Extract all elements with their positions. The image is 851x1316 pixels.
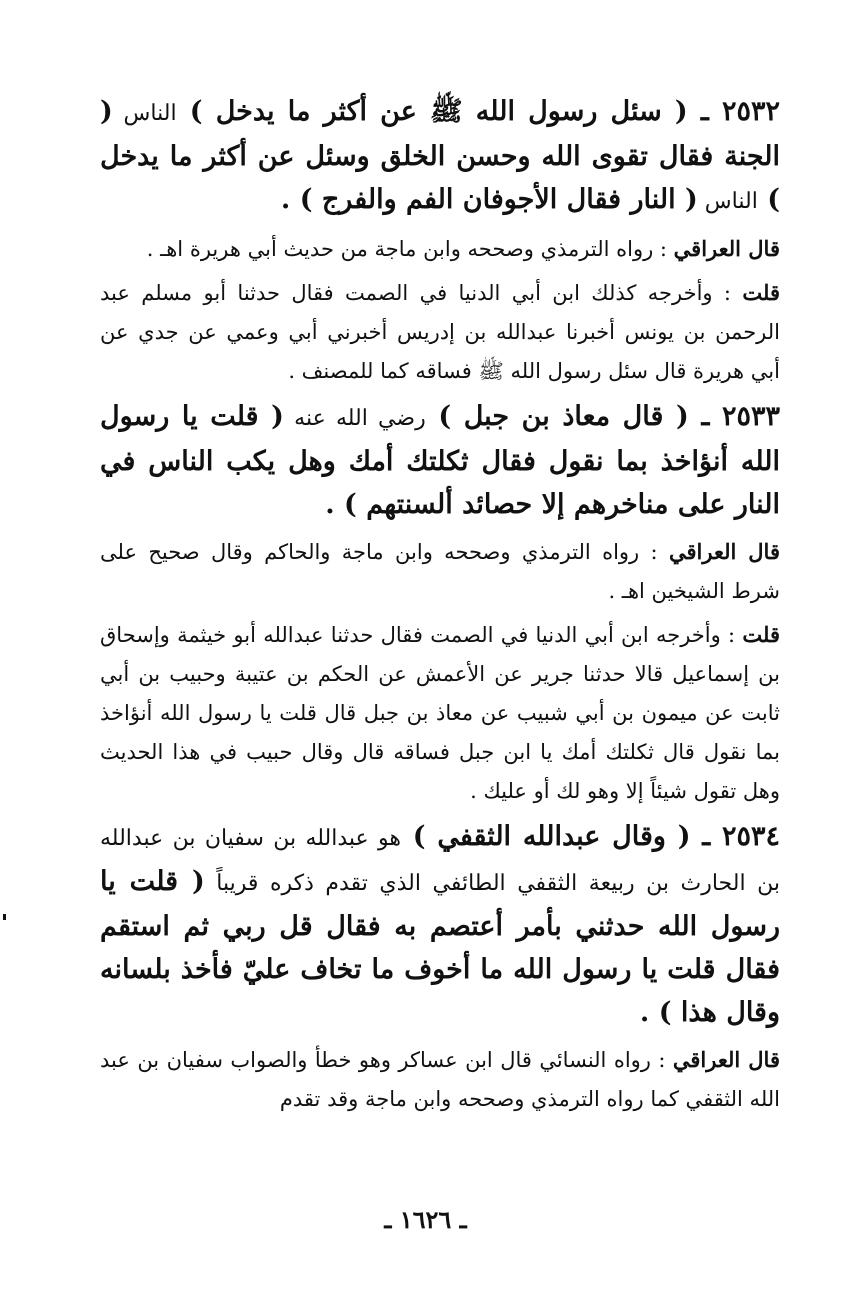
inline-note: هو عبدالله بن سفيان بن عبدالله بن الحارث بن ربيعة الثقفي الطائفي الذي تقدم ذكره قريباً (100, 826, 780, 896)
inline-note: الناس (112, 101, 177, 126)
commentary-text: : وأخرجه كذلك ابن أبي الدنيا في الصمت فقال حدثنا أبو مسلم عبد الرحمن بن يونس أخبرنا عبدالله بن إدريس أخبرني أبي وعمي عن جدي عن أبي هريرة قال سئل رسول الله ﷺ فساقه كما للمصنف . (100, 281, 780, 383)
commentary-text: : رواه النسائي قال ابن عساكر وهو خطأ والصواب سفيان بن عبد الله الثقفي كما رواه الترمذي وصححه وابن ماجة وقد تقدم (100, 1048, 780, 1111)
commentary-entry (100, 615, 780, 811)
commentary-text: : وأخرجه ابن أبي الدنيا في الصمت فقال حدثنا عبدالله أبو خيثمة وإسحاق بن إسماعيل قالا حدثنا جرير عن الأعمش عن الحكم بن عتيبة وحبيب بن أبي ثابت عن ميمون بن أبي شبيب عن معاذ بن جبل قال قلت يا رسول الله أنؤاخذ بما نقول قال ثكلتك أمك يا ابن جبل فساقه قال وقال حبيب في هذا الحديث وهل تقول شيئاً إلا وهو لك أو عليك . (100, 623, 780, 803)
commentary-label: قلت (742, 280, 780, 305)
commentary-label: قلت (742, 622, 780, 647)
hadith-text: ( النار فقال الأجوفان الفم والفرج ) . (280, 184, 698, 215)
hadith-text: ـ ( قال معاذ بن جبل ) (425, 401, 722, 432)
hadith-entry (100, 395, 780, 526)
commentary-entry (100, 1040, 780, 1119)
inline-note: الناس (697, 189, 758, 214)
commentary-label: قال العراقي (668, 539, 780, 564)
commentary-text: : رواه الترمذي وصححه وابن ماجة والحاكم وقال صحيح على شرط الشيخين اهـ . (100, 540, 780, 603)
inline-note: رضي الله عنه (283, 406, 426, 431)
hadith-text: ـ ( وقال عبدالله الثقفي ) (401, 821, 722, 852)
hadith-text: ( الجنة فقال تقوى الله وحسن الخلق وسئل عن أكثر ما يدخل ) (100, 96, 780, 215)
hadith-number: ٢٥٣٢ (721, 96, 780, 127)
commentary-entry (100, 532, 780, 611)
margin-mark (3, 914, 6, 920)
hadith-number: ٢٥٣٣ (721, 401, 780, 432)
hadith-text: ( قلت يا رسول الله أنؤاخذ بما نقول فقال ثكلتك أمك وهل يكب الناس في النار على مناخرهم إلا حصائد ألسنتهم ) . (100, 401, 780, 520)
commentary-entry (100, 273, 780, 391)
hadith-text: ( قلت يا رسول الله حدثني بأمر أعتصم به فقال قل ربي ثم استقم فقال قلت يا رسول الله ما أخوف ما تخاف عليّ فأخذ بلسانه وقال هذا ) . (100, 866, 780, 1028)
commentary-entry (100, 229, 780, 269)
hadith-text: ـ ( سئل رسول الله ﷺ عن أكثر ما يدخل ) (176, 96, 722, 127)
commentary-text: : رواه الترمذي وصححه وابن ماجة من حديث أبي هريرة اهـ . (146, 237, 674, 261)
commentary-label: قال العراقي (673, 236, 780, 261)
hadith-entry (100, 90, 780, 223)
commentary-label: قال العراقي (672, 1047, 780, 1072)
hadith-number: ٢٥٣٤ (721, 821, 780, 852)
hadith-entry (100, 815, 780, 1034)
page-number: ـ ١٦٢٦ ـ (384, 1205, 467, 1234)
page-body (100, 90, 780, 1123)
